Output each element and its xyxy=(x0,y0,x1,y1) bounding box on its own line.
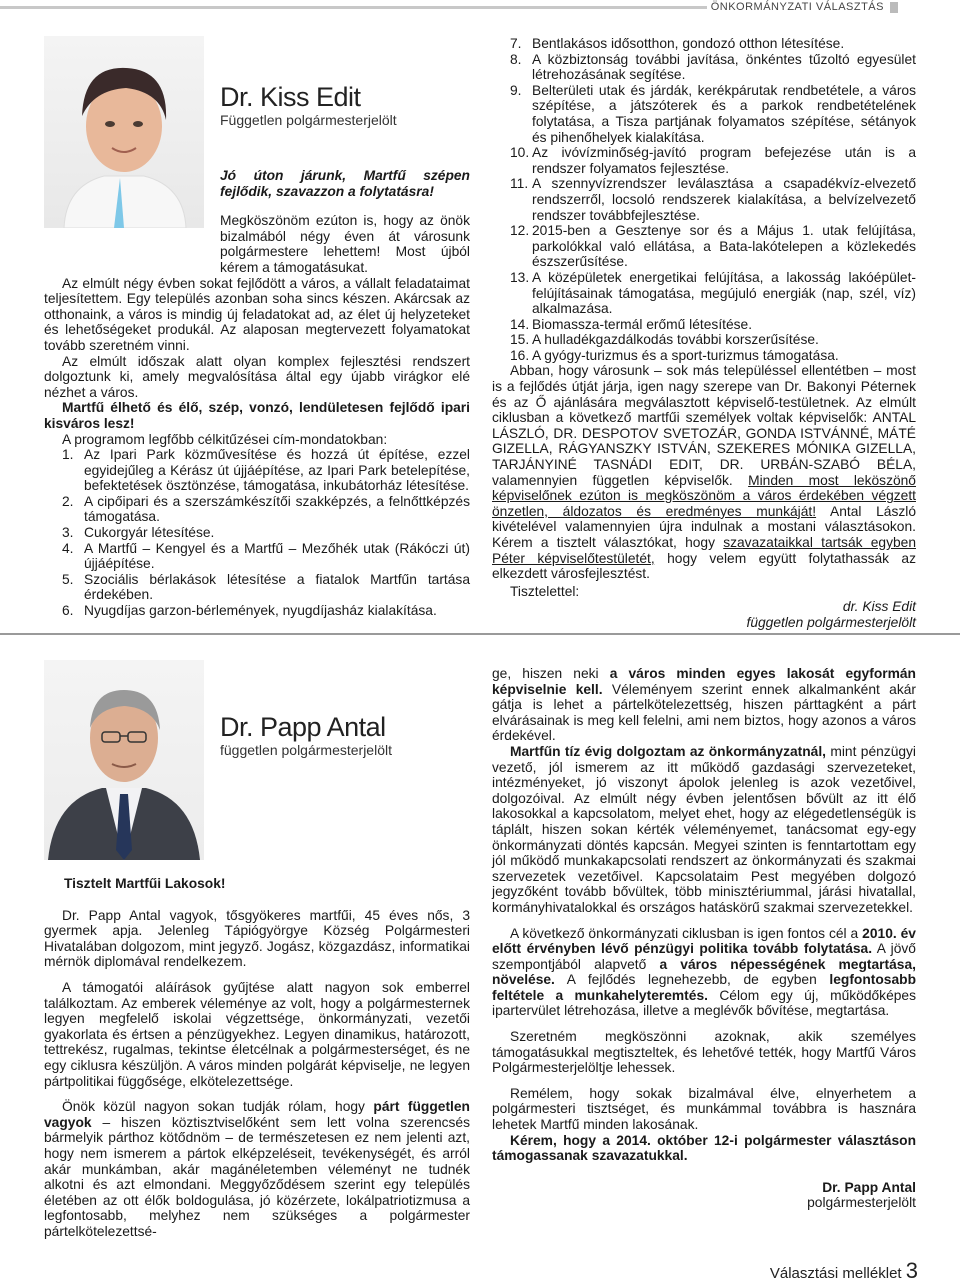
c2-paragraph-5: Martfűn tíz évig dolgoztam az önkormányzatnál, mint pénzügyi vezető, jól ismerem az itt működő gazdasági szervezeteket, intézményeket, jó viszonyt ápolok jelenleg is azok vezetőivel, dolgozóival. Az elmúlt négy évben jelentősen bővült az itt élő lakosokkal a kapcsolatom, melyet ehet, hogy az elégedetlenségük is táplált, hiszen sokan kérték véleményemet, tanácsomat egy-egy önkormányzati döntés kapcsán. Megyei szinten is fenntartottam egy jól működő munkakapcsolati rendszert az önkormányzati és szakmai szervezetek vezetőivel. Kapcsolataim Pest megyében dolgozó jegyzőként tovább bővültek, több minisztériummal, járási hivatallal, kormányhivatalokkal és országos hatáskörű szakmai szervezetekkel. xyxy=(492,743,916,915)
candidate2-col2 xyxy=(492,666,916,1211)
paragraph-6: Abban, hogy városunk – sok más településsel ellentétben – most is a fejlődés útját járja, igen nagy szerepe van Dr. Bakonyi Péternek és az Ő ajánlására megválasztott képviselő-testületnek. Az elmúlt ciklusban a következő martfűi személyek voltak képviselők: ANTAL LÁSZLÓ, DR. DESPOTOV SVETOZÁR, GONDA ISTVÁNNÉ, MÁTÉ GIZELLA, RÁGYANSZKY ISTVÁN, SZEKERES MÓNIKA GIZELLA, TARJÁNYINÉ TASNÁDI EDIT, DR. URBÁN-SZABÓ BÉLA, valamennyien független képviselők. Minden most leköszönő képviselőnek ezúton is megköszönöm a város érdekében végzett önzetlen, áldozatos és eredményes munkáját! Antal László kivételével valamennyien újra indulnak a mostani választásokon. Kérem a tisztelt választókat, hogy szavazataikkal tartsák egyben Péter képviselőtestületét, hogy velem együtt folytathassák az elkezdett városfejlesztést. xyxy=(492,363,917,582)
c2-signature-role: polgármesterjelölt xyxy=(807,1195,916,1211)
list-item: 7. Bentlakásos idősotthon, gondozó otthon létesítése. xyxy=(510,36,845,51)
candidate2-col1 xyxy=(44,876,470,1239)
list-item: 11. A szennyvízrendszer leválasztása a csapadékvíz-elvezető rendszerről, locsoló rendszerek kialakítása, a belvízelvezető rendszer továbbfejlesztése. xyxy=(510,176,916,223)
list-item: 13. A középületek energetikai felújítása, a lakosság lakóépület-felújításainak támogatása, megújuló energiák (nap, szél, víz) alkalmazása. xyxy=(510,269,916,317)
c2-paragraph-8: Remélem, hogy sokak bizalmával élve, elnyerhetem a polgármesteri tisztséget, és munkámmal továbbra is hasznára lehetek Martfű minden lakosának. xyxy=(492,1085,916,1133)
c2-paragraph-3: Önök közül nagyon sokan tudják rólam, hogy párt független vagyok – hiszen köztisztviselőként sem lett volna szerencsés bármelyik párthoz kötődnöm – de természetesen ez nem jelenti azt, hogy nem ismerem a pártok elképzeléseit, tevékenységét, és arról akár munkámban, akár magánéletemben véleményt ne tudnék alkotni és azt elmondani. Meggyőződésem szerint egy település életében az ott élők boldogulása, jó közérzete, lokálpatriotizmusa a legfontosabb, melyhez nem szükséges a polgármester pártelkötelezettsé- xyxy=(44,1099,470,1239)
paragraph-5: A programom legfőbb célkitűzései cím-mondatokban: xyxy=(62,431,388,447)
goals-list-2 xyxy=(492,36,916,363)
candidate2-name: Dr. Papp Antal xyxy=(220,712,386,742)
c2-signature-name: Dr. Papp Antal xyxy=(822,1179,916,1195)
section-title: ÖNKORMÁNYZATI VÁLASZTÁS xyxy=(707,0,888,16)
paragraph-4: Martfű élhető és élő, szép, vonzó, lendületesen fejlődő ipari kisváros lesz! xyxy=(44,400,470,431)
intro-paragraph: Megköszönöm ezúton is, hogy az önök bizalmából négy éven át városunk polgármestere lehettem! Most újból kérem a támogatásukat. xyxy=(220,213,470,275)
list-item: 10. Az ivóvízminőség-javító program befejezése után is a rendszer folyamatos fejlesztése. xyxy=(510,145,916,176)
signature-role: független polgármesterjelölt xyxy=(746,614,916,630)
list-item: 8. A közbiztonság további javítása, önkéntes tűzoltó egyesület létrehozásának segítése. xyxy=(510,51,916,83)
list-item: 12. 2015-ben a Gesztenye sor és a Május 1. utak felújítása, parkolókkal való ellátása, a Bata-lakótelepen a közlekedés észszerűsítése. xyxy=(510,223,916,270)
list-item: 16. A gyógy-turizmus és a sport-turizmus támogatása. xyxy=(510,347,839,363)
list-item: 3. Cukorgyár létesítése. xyxy=(62,525,215,541)
candidate2-role: független polgármesterjelölt xyxy=(220,742,392,758)
candidate1-col2 xyxy=(492,36,916,631)
list-item: 5. Szociális bérlakások létesítése a fiatalok Martfűn tartása érdekében. xyxy=(62,571,470,603)
paragraph-2: Az elmúlt négy évben sokat fejlődött a város, a vállalt feladataimat teljesítettem. Egy település azonban soha sincs készen. Akárcsak az otthonaink, a város is mindig új feladatokat ad, az élet új helyzeteket és lehetőségeket produkál. Az alaposan megtervezett folyamatokat tovább szeretném vinni. xyxy=(44,275,470,353)
signature-name: dr. Kiss Edit xyxy=(842,599,916,615)
candidate1-name: Dr. Kiss Edit xyxy=(220,82,361,112)
page-number: 3 xyxy=(905,1258,918,1283)
list-item: 2. A cipőipari és a szerszámkészítői szakképzés, a felnőttképzés támogatása. xyxy=(62,493,470,525)
papp-antal-photo xyxy=(44,660,204,860)
c2-paragraph-4: ge, hiszen neki a város minden egyes lakosát egyformán képviselnie kell. Véleményem szerint ennek alkalmanként akár gátja is lehet a pártelkötelezettség, hiszen párttagként a párt elvárásainak is meg kell felelni, ami nem biztos, hogy azonos a város érdekével. xyxy=(492,666,916,744)
greeting: Tisztelt Martfűi Lakosok! xyxy=(64,876,226,891)
page-header xyxy=(0,0,960,16)
list-item: 15. A hulladékgazdálkodás további korszerűsítése. xyxy=(510,332,819,348)
slogan: Jó úton járunk, Martfű szépen fejlődik, szavazzon a folytatásra! xyxy=(220,168,470,199)
list-item: 6. Nyugdíjas garzon-bérlemények, nyugdíjasház kialakítása. xyxy=(62,603,437,619)
c2-paragraph-9: Kérem, hogy a 2014. október 12-i polgármester választáson támogassanak szavazatukkal. xyxy=(492,1132,916,1164)
candidate1-col1 xyxy=(44,168,470,619)
closing: Tisztelettel: xyxy=(510,583,580,599)
page-footer xyxy=(770,1258,918,1284)
list-item: 9. Belterületi utak és járdák, kerékpárutak rendbetétele, a város szépítése, a játszóterek és a parkok rendbetételének folytatása, a Tisza partjának folyamatos szépítése, sétányok és pihenőhelyek kialakítása. xyxy=(510,82,916,145)
c2-paragraph-6: A következő önkormányzati ciklusban is igen fontos cél a 2010. év előtt érvényben lévő pénzügyi politika tovább folytatása. A jövő szempontjából alapvető a város népességének megtartása, növelése. A fejlődés legnehezebb, de egyben legfontosabb feltétele a munkahelyteremtés. Célom egy új, működőképes ipartervület létrehozása, illetve a meglévők bővítése, megtartása. xyxy=(492,925,916,1019)
c2-paragraph-1: Dr. Papp Antal vagyok, tősgyökeres martfűi, 45 éves nős, 3 gyermek apja. Jelenleg Tápiógyörgye Község Polgármesteri Hivatalában dolgozom, mint jegyző. Jogász, közgazdász, informatikai mérnök diplomával rendelkezem. xyxy=(44,907,470,970)
list-item: 4. A Martfű – Kengyel és a Martfű – Mezőhék utak (Rákóczi út) újjáépítése. xyxy=(62,540,470,572)
goals-list-1 xyxy=(44,447,470,619)
candidate1-role: Független polgármesterjelölt xyxy=(220,112,397,128)
list-item: 14. Biomassza-termál erőmű létesítése. xyxy=(510,316,753,332)
list-item: 1. Az Ipari Park közművesítése és hozzá út építése, ezzel egyidejűleg a Kérász út újjáépítése, az Ipari Park betelepítése, befektetések ösztönzése, támogatása, inkubátorház létesítése. xyxy=(62,447,470,494)
section-divider xyxy=(0,633,960,635)
c2-paragraph-2: A támogatói aláírások gyűjtése alatt nagyon sok emberrel találkoztam. Az emberek véleménye az volt, hogy a polgármesternek legyen megfelelő iskolai végzettsége, önkormányzati, vezetői gyakorlata és értsen a pénzügyekhez. Legyen dinamikus, határozott, tettrekész, rugalmas, tekintse életcélnak a polgármesterséget, és ne egy ciklusra készüljön. A város minden polgárát képviselje, ne legyen pártpolitikai függősége, elkötelezettsége. xyxy=(44,979,470,1089)
c2-paragraph-7: Szeretném megköszönni azoknak, akik személyes támogatásukkal megtiszteltek, és lehetővé tették, hogy Martfű Város Polgármesterjelöltje lehessek. xyxy=(492,1029,916,1076)
paragraph-3: Az elmúlt időszak alatt olyan komplex fejlesztési rendszert dolgoztunk ki, amely megvalósítása által egy újabb virágkor elé nézhet a város. xyxy=(44,353,470,400)
footer-label: Választási melléklet xyxy=(769,1265,902,1282)
header-marker xyxy=(890,2,898,13)
